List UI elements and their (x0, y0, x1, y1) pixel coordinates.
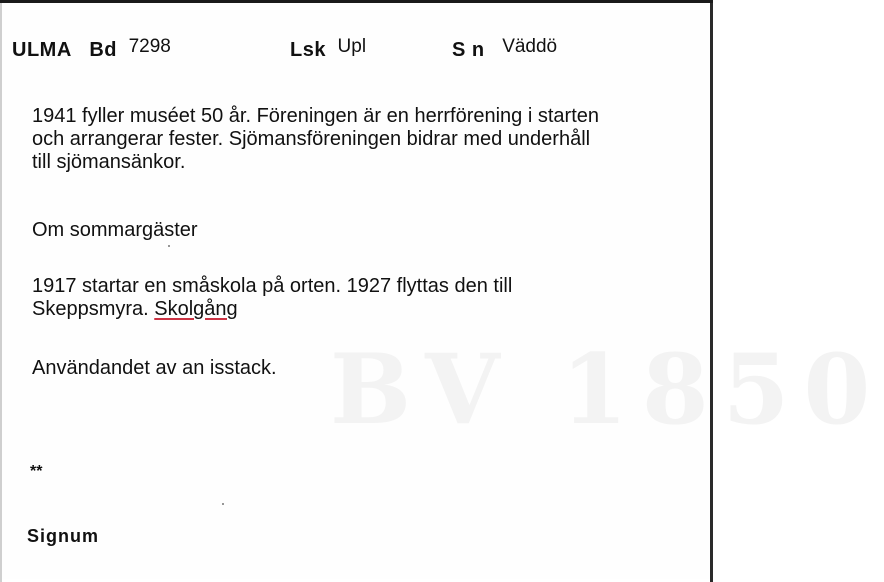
sn-label: S n (452, 39, 485, 61)
sn-field (452, 36, 558, 62)
ulma-label: ULMA (12, 39, 72, 61)
signum-label: Signum (27, 526, 99, 546)
bd-value: 7298 (128, 36, 171, 57)
paragraph-museum (32, 105, 599, 174)
card-left-edge (0, 3, 2, 582)
paragraph-summer-guests: Om sommargäster (32, 219, 198, 241)
speck (222, 503, 224, 505)
faint-watermark-stamp: BV 1850 (330, 333, 884, 446)
text-line: 1941 fyller muséet 50 år. Föreningen är en herrförening i starten (32, 105, 599, 127)
ulma-header (12, 36, 171, 62)
bd-label: Bd (89, 39, 117, 61)
text-line: till sjömansänkor. (32, 151, 186, 173)
stars-marker: ** (30, 463, 43, 480)
paragraph-ice-storage: Användandet av an isstack. (32, 357, 277, 379)
sn-value: Väddö (502, 36, 558, 57)
skolgang-underlined-term: Skolgång (154, 298, 238, 320)
text-line: 1917 startar en småskola på orten. 1927 flyttas den till (32, 275, 513, 297)
text-segment: Skeppsmyra. (32, 298, 155, 320)
lsk-value: Upl (337, 36, 367, 57)
text-line (32, 298, 512, 321)
paragraph-school (32, 275, 512, 321)
lsk-field (290, 36, 367, 62)
card-right-edge (710, 3, 713, 582)
speck (168, 245, 170, 247)
lsk-label: Lsk (290, 39, 326, 61)
text-line: och arrangerar fester. Sjömansföreningen bidrar med underhåll (32, 128, 591, 150)
